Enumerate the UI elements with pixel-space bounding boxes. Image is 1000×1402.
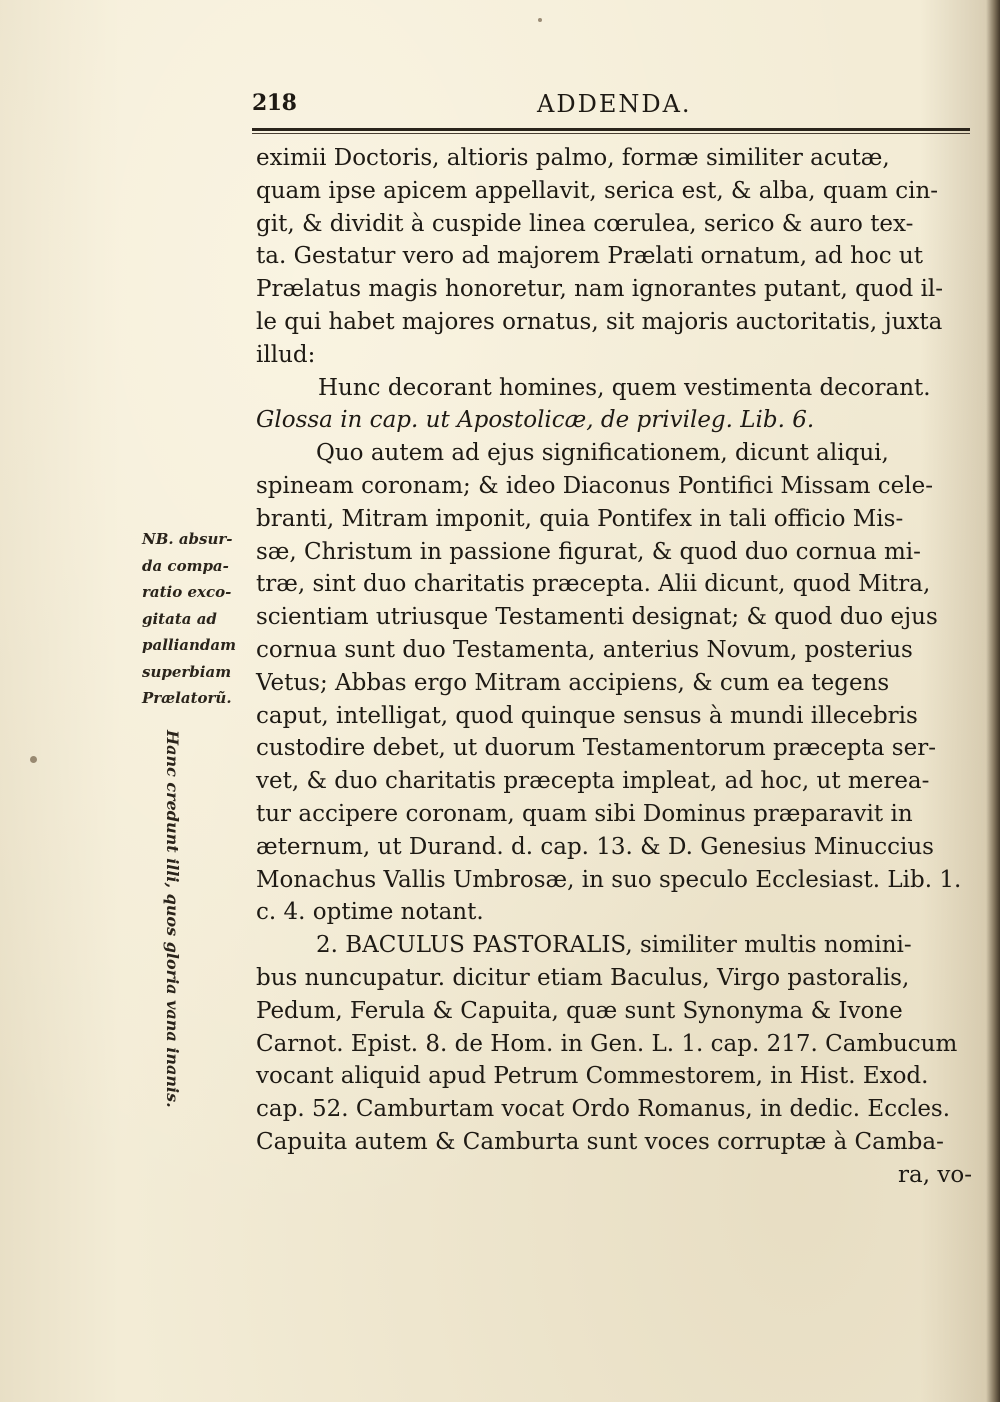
text-line: quam ipse apicem appellavit, serica est, & alba, quam cin- — [256, 177, 939, 204]
header-rule-thin — [252, 133, 970, 134]
citation-line: Glossa in cap. ut Apostolicæ, de privileg. Lib. 6. — [256, 407, 815, 434]
text-line: ta. Gestatur vero ad majorem Prælati ornatum, ad hoc ut — [256, 243, 923, 270]
text-line: illud: — [256, 341, 316, 368]
text-line: c. 4. optime notant. — [256, 899, 484, 926]
header-rule — [252, 128, 970, 131]
text-line: tur accipere coronam, quam sibi Dominus præparavit in — [256, 800, 913, 827]
ink-spot — [30, 756, 37, 763]
text-line: caput, intelligat, quod quinque sensus à mundi illecebris — [256, 702, 918, 729]
page-edge-shadow — [986, 0, 1000, 1402]
margin-note-line: NB. absur- — [142, 530, 233, 548]
catchword-line: ra, vo- — [898, 1161, 972, 1188]
margin-note-line: gitata ad — [142, 609, 217, 628]
paragraph-start-line: 2. BACULUS PASTORALIS, similiter multis nomini- — [316, 932, 912, 959]
margin-note-line: Prælatorũ. — [142, 689, 232, 707]
text-line: Capuita autem & Camburta sunt voces corruptæ à Camba- — [256, 1128, 944, 1155]
running-head: ADDENDA. — [537, 90, 692, 118]
margin-note-line: palliandam — [142, 636, 237, 654]
margin-note-line: da compa- — [142, 556, 229, 575]
text-line: git, & dividit à cuspide linea cœrulea, serico & auro tex- — [256, 210, 914, 237]
text-line: sæ, Christum in passione figurat, & quod duo cornua mi- — [256, 538, 921, 565]
text-line: træ, sint duo charitatis præcepta. Alii dicunt, quod Mitra, — [256, 571, 931, 598]
page-header — [252, 88, 972, 128]
text-line: vet, & duo charitatis præcepta impleat, ad hoc, ut merea- — [256, 768, 930, 795]
text-line: Vetus; Abbas ergo Mitram accipiens, & cum ea tegens — [256, 669, 890, 696]
text-line: eximii Doctoris, altioris palmo, formæ similiter acutæ, — [256, 145, 890, 171]
paragraph-start-line: Quo autem ad ejus significationem, dicunt aliqui, — [316, 440, 889, 467]
text-line: vocant aliquid apud Petrum Commestorem, in Hist. Exod. — [256, 1063, 929, 1090]
margin-note-line: superbiam — [142, 662, 232, 681]
text-line: cornua sunt duo Testamenta, anterius Novum, posterius — [256, 636, 913, 663]
margin-note — [142, 526, 242, 712]
vertical-margin-note-text: Hanc credunt illi, quos gloria vana inanis. — [163, 730, 182, 1108]
text-line: Carnot. Epist. 8. de Hom. in Gen. L. 1. cap. 217. Cambucum — [256, 1030, 958, 1057]
ink-spot — [538, 18, 542, 22]
text-line: le qui habet majores ornatus, sit majoris auctoritatis, juxta — [256, 308, 943, 335]
text-line: branti, Mitram imponit, quia Pontifex in tali officio Mis- — [256, 505, 904, 532]
text-line: Monachus Vallis Umbrosæ, in suo speculo Ecclesiast. Lib. 1. — [256, 866, 962, 893]
verse-line: Hunc decorant homines, quem vestimenta decorant. — [318, 374, 931, 401]
margin-note-line: ratio exco- — [142, 583, 232, 601]
page-number: 218 — [252, 90, 297, 116]
vertical-margin-note — [142, 730, 222, 1130]
text-line: cap. 52. Camburtam vocat Ordo Romanus, in dedic. Eccles. — [256, 1096, 951, 1123]
text-line: scientiam utriusque Testamenti designat; & quod duo ejus — [256, 604, 938, 631]
text-line: Pedum, Ferula & Capuita, quæ sunt Synonyma & Ivone — [256, 997, 903, 1024]
text-line: bus nuncupatur. dicitur etiam Baculus, Virgo pastoralis, — [256, 964, 910, 991]
text-line: spineam coronam; & ideo Diaconus Pontifici Missam cele- — [256, 472, 933, 499]
body-text — [256, 142, 976, 1192]
text-line: æternum, ut Durand. d. cap. 13. & D. Genesius Minuccius — [256, 833, 934, 860]
text-line: custodire debet, ut duorum Testamentorum præcepta ser- — [256, 735, 936, 762]
text-line: Prælatus magis honoretur, nam ignorantes putant, quod il- — [256, 276, 944, 303]
